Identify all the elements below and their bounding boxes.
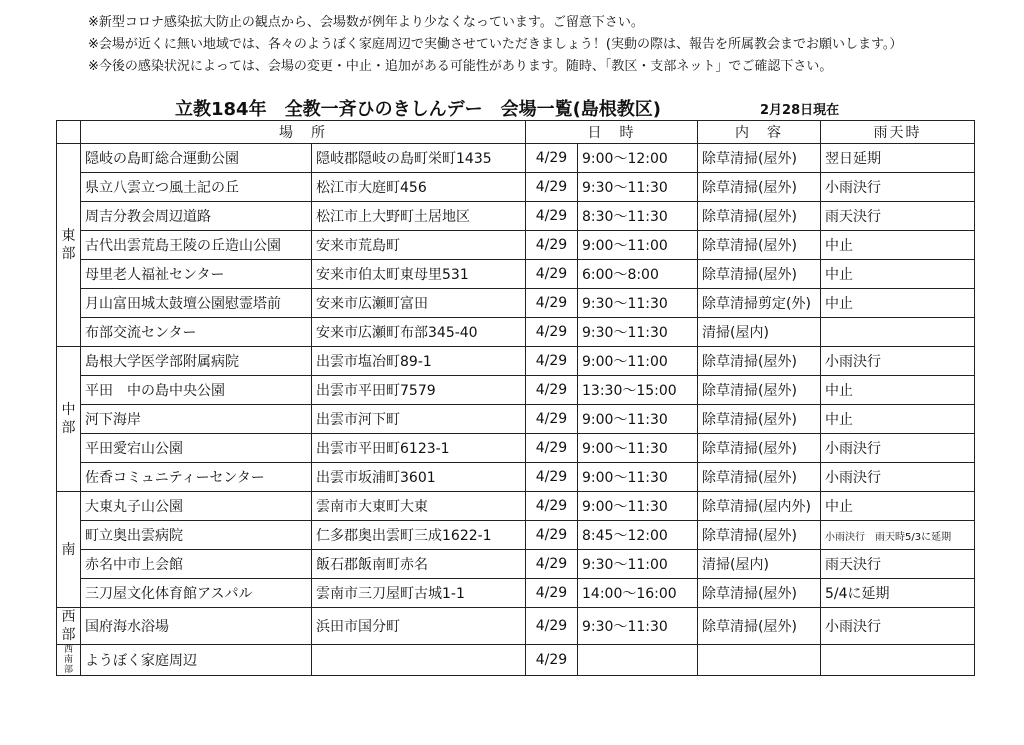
content-cell: 除草清掃(屋外) [698,608,821,645]
rain-cell: 中止 [821,492,975,521]
address-cell: 出雲市平田町6123-1 [312,434,526,463]
as-of-date: 2月28日現在 [760,103,840,118]
content-cell: 除草清掃(屋外) [698,231,821,260]
content-cell: 除草清掃(屋外) [698,434,821,463]
content-cell: 除草清掃(屋外) [698,521,821,550]
time-cell: 9:30～11:30 [578,608,698,645]
table-row [57,202,975,231]
time-cell: 13:30～15:00 [578,376,698,405]
rain-cell: 小雨決行 [821,434,975,463]
region-southwest: 西 南 部 [57,645,81,676]
header-content: 内 容 [698,121,821,144]
table-row [57,645,975,676]
venue-cell: 平田愛宕山公園 [81,434,312,463]
content-cell: 除草清掃(屋内外) [698,492,821,521]
date-cell: 4/29 [526,173,578,202]
address-cell: 雲南市三刀屋町古城1-1 [312,579,526,608]
venue-cell: 母里老人福祉センター [81,260,312,289]
venue-table [56,120,975,676]
table-row [57,144,975,173]
time-cell: 9:30～11:30 [578,173,698,202]
rain-cell: 中止 [821,231,975,260]
table-row [57,347,975,376]
table-row [57,463,975,492]
content-cell: 除草清掃(屋外) [698,144,821,173]
address-cell: 出雲市平田町7579 [312,376,526,405]
time-cell: 6:00～8:00 [578,260,698,289]
date-cell: 4/29 [526,231,578,260]
note-line: ※新型コロナ感染拡大防止の観点から、会場数が例年より少なくなっています。ご留意下さい。 [88,15,644,30]
table-row [57,521,975,550]
table-row [57,550,975,579]
table-row [57,579,975,608]
time-cell: 9:00～11:30 [578,405,698,434]
time-cell: 9:00～11:00 [578,231,698,260]
table-row [57,434,975,463]
address-cell: 安来市広瀬町布部345-40 [312,318,526,347]
date-cell: 4/29 [526,434,578,463]
time-cell: 9:00～11:30 [578,463,698,492]
content-cell [698,645,821,676]
venue-cell: 古代出雲荒島王陵の丘造山公園 [81,231,312,260]
region-central: 中 部 [57,347,81,492]
content-cell: 除草清掃(屋外) [698,463,821,492]
time-cell: 8:45～12:00 [578,521,698,550]
content-cell: 除草清掃(屋外) [698,579,821,608]
date-cell: 4/29 [526,645,578,676]
address-cell: 松江市上大野町土居地区 [312,202,526,231]
venue-cell: 布部交流センター [81,318,312,347]
rain-cell: 雨天決行 [821,550,975,579]
rain-cell: 小雨決行 雨天時5/3に延期 [821,521,975,550]
rain-cell: 翌日延期 [821,144,975,173]
rain-cell [821,645,975,676]
address-cell: 安来市荒島町 [312,231,526,260]
date-cell: 4/29 [526,521,578,550]
address-cell: 安来市広瀬町富田 [312,289,526,318]
rain-cell: 小雨決行 [821,347,975,376]
date-cell: 4/29 [526,318,578,347]
time-cell: 9:30～11:30 [578,318,698,347]
content-cell: 除草清掃(屋外) [698,202,821,231]
content-cell: 除草清掃(屋外) [698,260,821,289]
header-region [57,121,81,144]
address-cell [312,645,526,676]
time-cell: 9:00～11:30 [578,434,698,463]
content-cell: 除草清掃(屋外) [698,347,821,376]
rain-cell: 雨天決行 [821,202,975,231]
date-cell: 4/29 [526,376,578,405]
address-cell: 安来市伯太町東母里531 [312,260,526,289]
time-cell: 9:30～11:30 [578,289,698,318]
venue-cell: 平田 中の島中央公園 [81,376,312,405]
date-cell: 4/29 [526,608,578,645]
venue-cell: 島根大学医学部附属病院 [81,347,312,376]
time-cell: 9:00～11:00 [578,347,698,376]
table-row [57,608,975,645]
date-cell: 4/29 [526,463,578,492]
address-cell: 飯石郡飯南町赤名 [312,550,526,579]
venue-cell: 河下海岸 [81,405,312,434]
table-row [57,405,975,434]
venue-cell: 大東丸子山公園 [81,492,312,521]
content-cell: 除草清掃剪定(外) [698,289,821,318]
content-cell: 清掃(屋内) [698,318,821,347]
address-cell: 仁多郡奥出雲町三成1622-1 [312,521,526,550]
rain-cell: 5/4に延期 [821,579,975,608]
address-cell: 浜田市国分町 [312,608,526,645]
date-cell: 4/29 [526,289,578,318]
date-cell: 4/29 [526,202,578,231]
table-row [57,260,975,289]
venue-cell: 三刀屋文化体育館アスパル [81,579,312,608]
content-cell: 除草清掃(屋外) [698,405,821,434]
region-south: 南 [57,492,81,608]
table-body [57,144,975,676]
venue-cell: 隠岐の島町総合運動公園 [81,144,312,173]
note-line: ※今後の感染状況によっては、会場の変更・中止・追加がある可能性があります。随時、「教区・支部ネット」でご確認下さい。 [88,59,833,74]
venue-cell: 佐香コミュニティーセンター [81,463,312,492]
content-cell: 除草清掃(屋外) [698,173,821,202]
venue-cell: 県立八雲立つ風土記の丘 [81,173,312,202]
address-cell: 出雲市河下町 [312,405,526,434]
venue-cell: 国府海水浴場 [81,608,312,645]
time-cell: 9:00～11:30 [578,492,698,521]
venue-cell: 町立奥出雲病院 [81,521,312,550]
time-cell: 9:00～12:00 [578,144,698,173]
rain-cell: 小雨決行 [821,608,975,645]
address-cell: 隠岐郡隠岐の島町栄町1435 [312,144,526,173]
header-row [57,121,975,144]
date-cell: 4/29 [526,550,578,579]
rain-cell [821,318,975,347]
table-row [57,173,975,202]
date-cell: 4/29 [526,347,578,376]
rain-cell: 中止 [821,405,975,434]
content-cell: 清掃(屋内) [698,550,821,579]
date-cell: 4/29 [526,579,578,608]
date-cell: 4/29 [526,144,578,173]
address-cell: 出雲市塩冶町89-1 [312,347,526,376]
content-cell: 除草清掃(屋外) [698,376,821,405]
rain-cell: 小雨決行 [821,463,975,492]
table-row [57,318,975,347]
date-cell: 4/29 [526,492,578,521]
region-east: 東 部 [57,144,81,347]
venue-cell: ようぼく家庭周辺 [81,645,312,676]
rain-cell: 小雨決行 [821,173,975,202]
venue-cell: 赤名中市上会館 [81,550,312,579]
region-west: 西 部 [57,608,81,645]
time-cell [578,645,698,676]
date-cell: 4/29 [526,405,578,434]
venue-cell: 月山富田城太鼓壇公園慰霊塔前 [81,289,312,318]
header-rain: 雨天時 [821,121,975,144]
table-row [57,376,975,405]
header-place: 場 所 [81,121,526,144]
rain-cell: 中止 [821,289,975,318]
time-cell: 8:30～11:30 [578,202,698,231]
table-row [57,231,975,260]
rain-cell: 中止 [821,260,975,289]
table-row [57,492,975,521]
address-cell: 雲南市大東町大東 [312,492,526,521]
address-cell: 出雲市坂浦町3601 [312,463,526,492]
note-line: ※会場が近くに無い地域では、各々のようぼく家庭周辺で実働させていただきましょう！(実動の際は、報告を所属教会までお願いします。） [88,37,903,52]
page-title: 立教184年 全教一斉ひのきしんデー 会場一覧(島根教区) [175,99,662,120]
table-row [57,289,975,318]
venue-cell: 周吉分教会周辺道路 [81,202,312,231]
address-cell: 松江市大庭町456 [312,173,526,202]
header-datetime: 日 時 [526,121,698,144]
notes [88,12,902,78]
date-cell: 4/29 [526,260,578,289]
time-cell: 9:30～11:00 [578,550,698,579]
rain-cell: 中止 [821,376,975,405]
time-cell: 14:00～16:00 [578,579,698,608]
